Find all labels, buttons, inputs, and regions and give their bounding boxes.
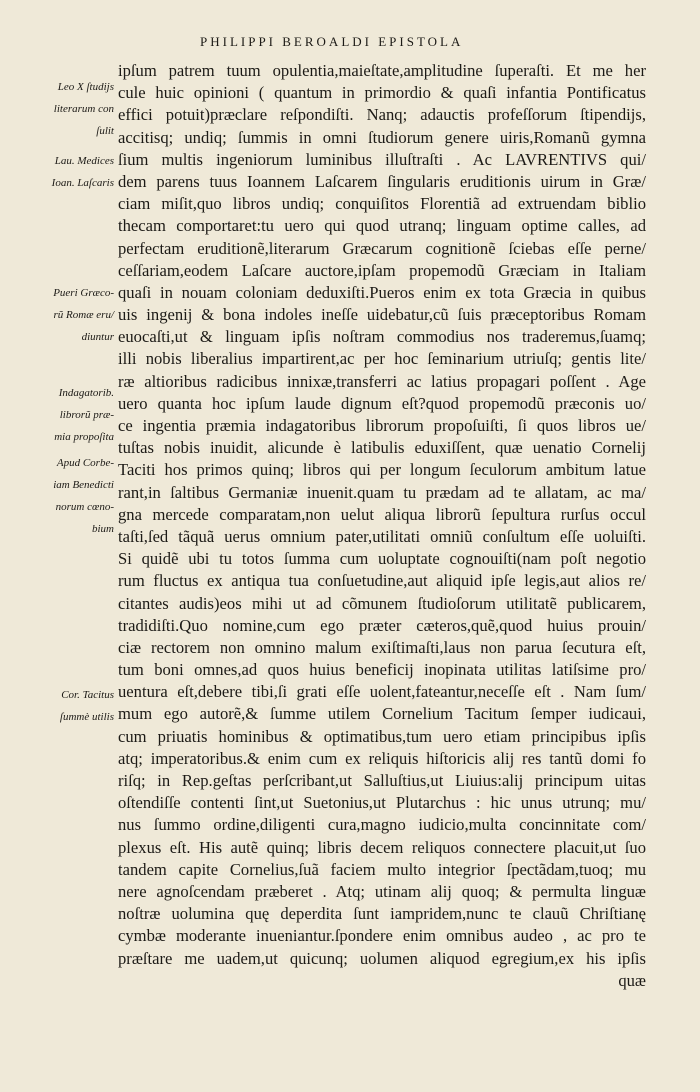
text-line: rum fluctus ex antiqua tua conſuetudine,aut aliquid ipſe legis,aut alios re/ <box>118 571 646 591</box>
text-line: riſq; in Rep.geſtas perſcribant,ut Salluſtius,ut Liuius:alij principum uitas <box>118 771 646 790</box>
marginal-note: Indagatorib. librorũ præ- mia propoſita <box>54 387 114 443</box>
text-line: perfectam eruditionẽ,literarum Græcarum cognitionẽ ſciebas eſſe perne/ <box>118 238 646 258</box>
text-line: uentura eſt,debere tibi,ſi grati eſſe uolent,fateantur,neceſſe eſt . Nam ſum/ <box>118 682 646 702</box>
text-line: plexus eſt. His autẽ quinq; libris decem reliquos connectere placuit,ut ſuo <box>118 837 646 857</box>
text-line: gna mercede comparatam,non uelut aliqua librorũ ſepultura rurſus occul <box>118 504 646 524</box>
text-line: mum ego autorẽ,& ſumme utilem Cornelium Tacitum ſemper iudicaui, <box>118 704 646 724</box>
text-line: ræ altioribus radicibus innixæ,transferri ac latius propagari poſſent . Age <box>118 371 646 391</box>
text-line: præſtare me uadem,ut quicunq; uolumen aliquod egregium,ex his ipſis <box>118 948 646 968</box>
text-line: uero quanta hoc ipſum laude dignum eſt?quod propemodũ præconis uo/ <box>118 393 646 413</box>
text-line: Taciti hos primos quinq; libros qui per longum ſeculorum ambitum latue <box>118 460 646 480</box>
text-line: ciam miſit,quo libros undiq; conquiſitos Florentiã ad extruendam biblio <box>118 194 646 214</box>
text-line: nus ſummo ordine,diligenti cura,magno iudicio,multa concinnitate com/ <box>118 815 646 835</box>
marginal-note: Cor. Tacitus ſummè utilis <box>59 689 114 723</box>
text-line: ipſum patrem tuum opulentia,maieſtate,amplitudine ſuperaſti. Et me her <box>118 61 646 80</box>
catchword: quæ <box>618 970 646 990</box>
text-line: cule huic opinioni ( quantum in primordio & quaſi infantia Pontificatus <box>118 83 646 103</box>
text-line: citantes audis)eos mihi ut ad cõmunem ſtudioſorum utilitatẽ publicarem, <box>118 593 646 613</box>
text-line: accitisq; undiq; ſummis in omni ſtudiorum genere uiris,Romanũ gymna <box>118 127 646 147</box>
text-line: thecam comportaret:tu uero qui quod utranq; linguam optime calles, ad <box>118 216 646 236</box>
text-line: effici potuit)præclare reſpondiſti. Nanq; adauctis profeſſorum ſtipendijs, <box>118 105 646 125</box>
text-line: rant,in ſaltibus Germaniæ inuenit.quam tu prædam ad te allatam, ac ma/ <box>118 482 646 502</box>
text-line: noſtræ uolumina quę deperdita ſunt iampridem,nunc te clauũ Chriſtianę <box>118 904 646 924</box>
marginal-note: Pueri Græco- rũ Romæ eru/ diuntur <box>53 287 114 343</box>
text-line: atq; imperatoribus.& enim cum ex reliquis hiſtoricis alij res tantũ domi fo <box>118 748 646 768</box>
text-line: dem parens tuus Ioannem Laſcarem ſingularis eruditionis uirum in Græ/ <box>118 171 646 191</box>
text-line: tandem capite Cornelius,ſuã faciem multo integrior ſpectãdam,tuoq; mu <box>118 859 646 879</box>
text-line: tuſtas nobis inuidit, alicunde è latibulis eduxiſſent, quæ uenatio Cornelij <box>118 438 646 458</box>
text-line: nere agnoſcendam præberet . Atq; utinam alij quoq; & permulta linguæ <box>118 881 646 901</box>
text-line: cum priuatis hominibus & optimatibus,tum uero etiam principibus ipſis <box>118 726 646 746</box>
text-line: uis ingenij & bona indoles ineſſe uidebatur,cũ ſuis præceptoribus Romam <box>118 305 646 325</box>
text-line: illi nobis liberalius impartirent,ac per hoc ſeminarium utriuſq; gentis lite/ <box>118 349 646 369</box>
text-line: ceſſariam,eodem Laſcare auctore,ipſam propemodũ Græciam in Italiam <box>118 260 646 280</box>
running-head: PHILIPPI BEROALDI EPISTOLA <box>200 34 464 49</box>
text-line: tradidiſti.Quo nomine,cum ego præter cæteros,quẽ,quod huius prouin/ <box>118 615 646 635</box>
body-text <box>118 60 646 992</box>
text-line: quaſi in nouam coloniam deduxiſti.Pueros enim ex tota Græcia in quibus <box>118 282 646 302</box>
text-line: cymbæ moderante inueniantur.ſpondere enim omnibus audeo , ac pro te <box>118 926 646 946</box>
text-line: ſium multis ingeniorum luminibus illuſtraſti . Ac LAVRENTIVS qui/ <box>118 149 646 169</box>
text-line: tum boni omnes,ad quos huius beneficij inopinata utilitas latiſsime pro/ <box>118 660 646 680</box>
text-line: oſtendiſſe contenti ſint,ut Suetonius,ut Plutarchus : hic unus utrunq; mu/ <box>118 793 646 813</box>
text-line: Si quidẽ ubi tu totos ſumma cum uoluptate cognouiſti(nam poſt negotio <box>118 549 646 569</box>
marginal-note: Apud Corbe- iam Benedicti norum cœno- bium <box>53 457 114 535</box>
text-line: taſti,ſed tãquã uerus omnium pater,utilitati omniũ conſultum eſſe uoluiſti. <box>118 526 646 546</box>
marginal-note: Leo X ſtudijs literarum con ſulit <box>53 81 114 137</box>
marginal-note: Lau. Medices Ioan. Laſcaris <box>51 155 114 189</box>
text-line: ciæ rectorem non omnino malum exiſtimaſti,laus non parua ſecutura eſt, <box>118 637 646 657</box>
text-line: euocaſti,ut & linguam ipſis noſtram commodius nos traderemus,ſuamq; <box>118 327 646 347</box>
text-line: ce ingentia præmia indagatoribus librorum propoſuiſti, ſi quos libros ue/ <box>118 416 646 435</box>
